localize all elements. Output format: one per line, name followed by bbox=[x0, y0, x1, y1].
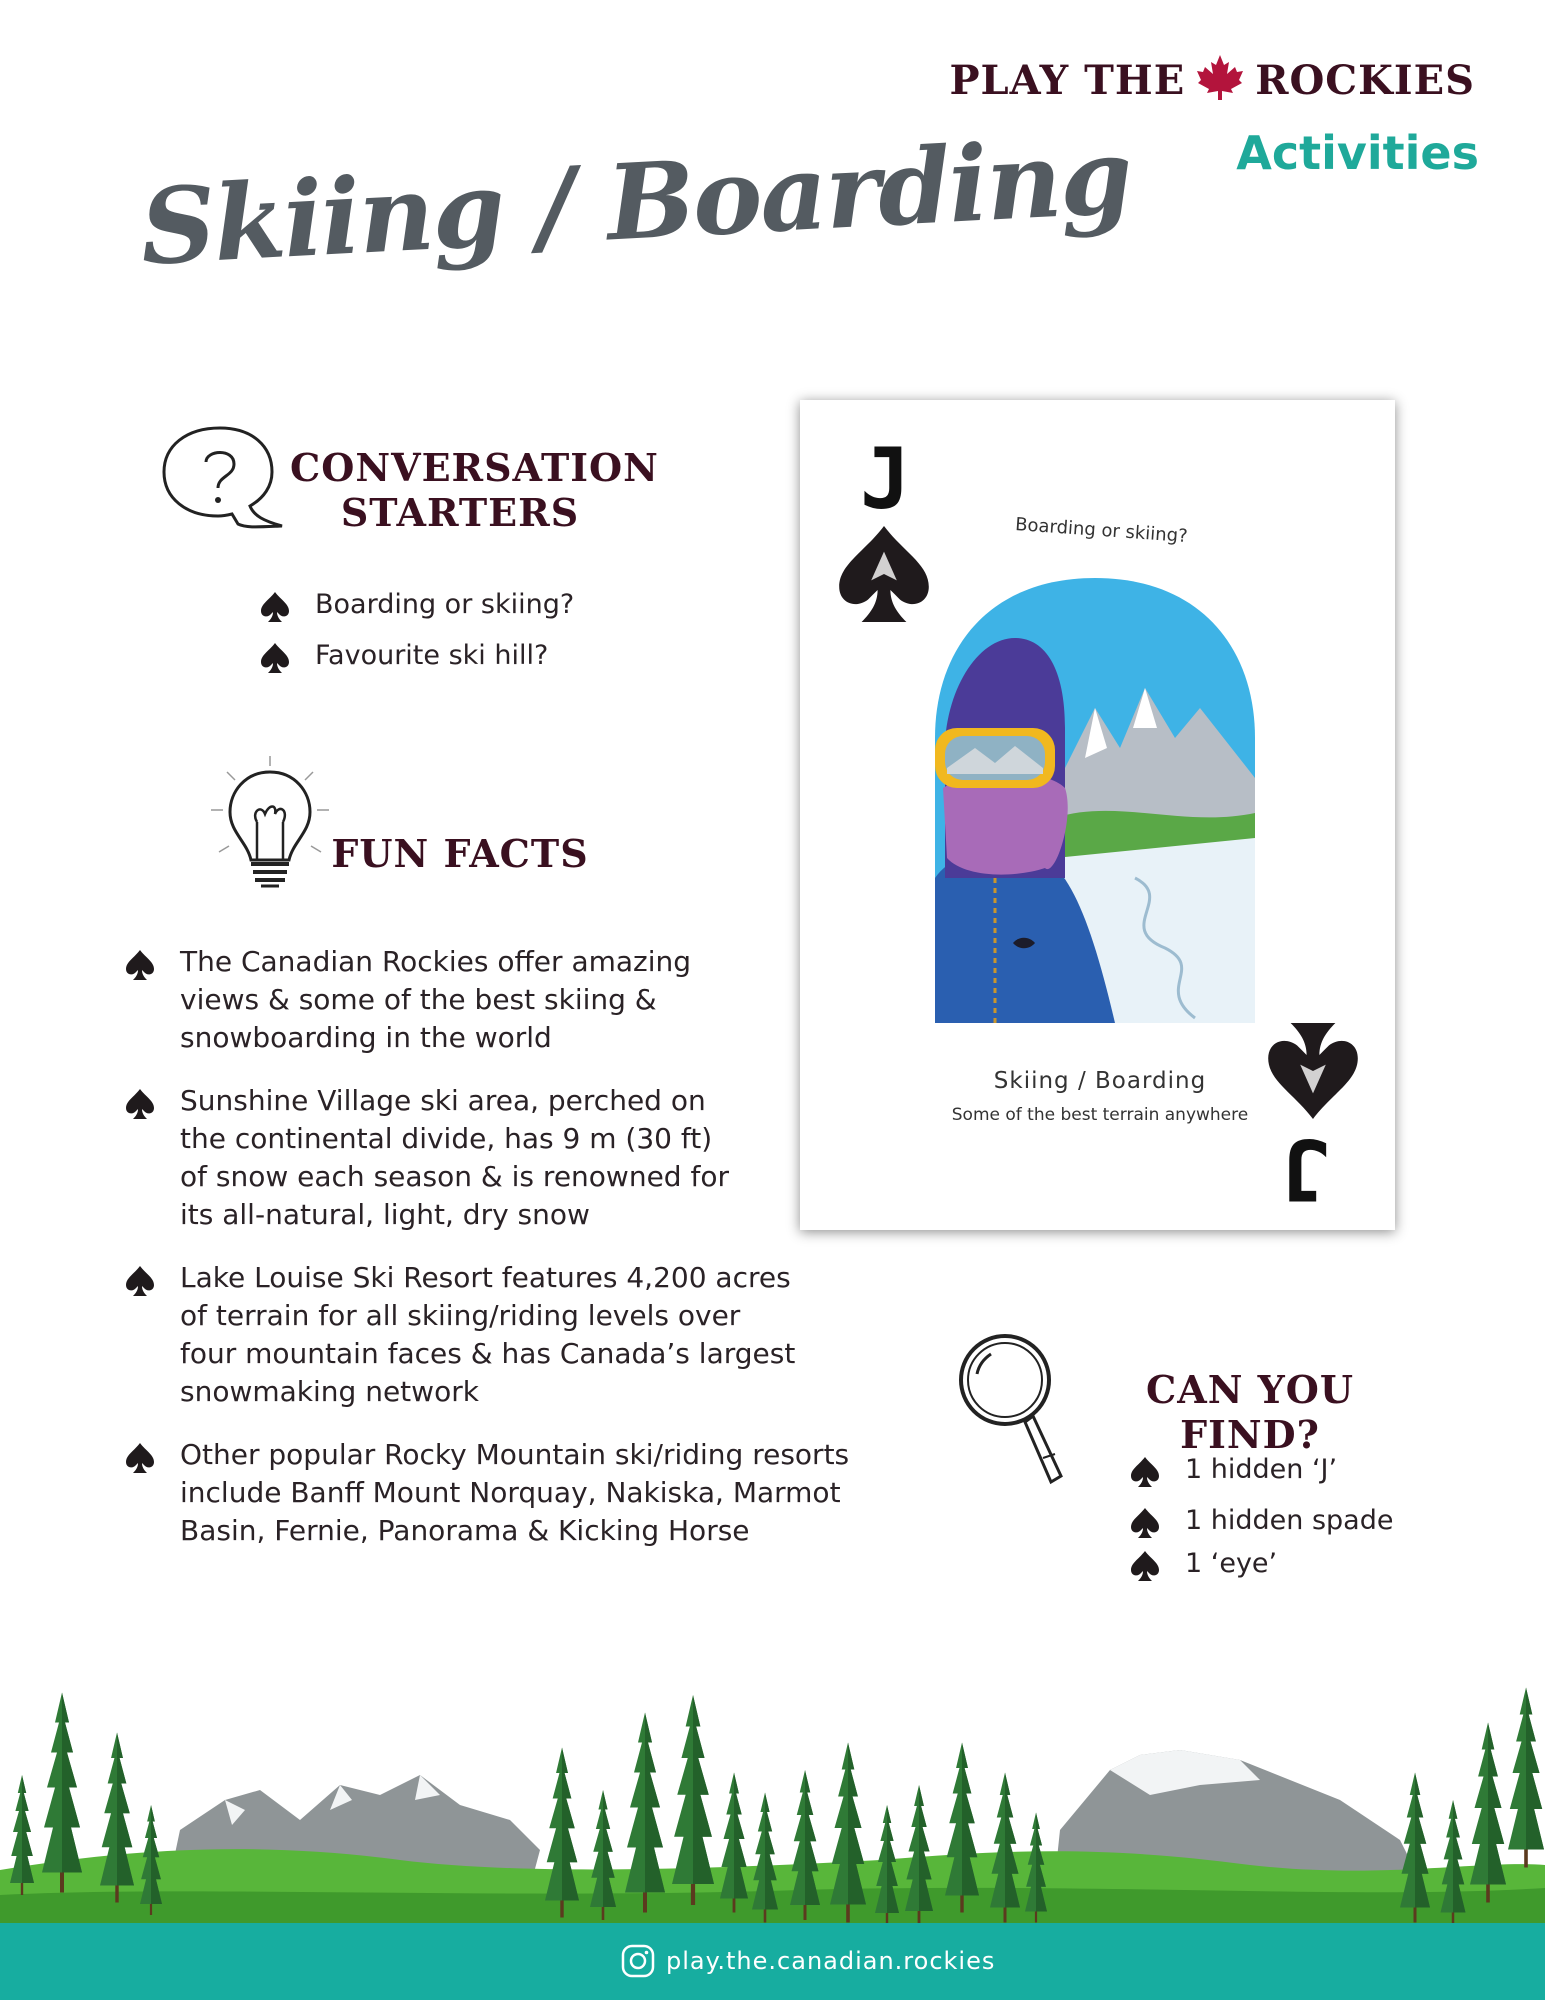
fun-fact-line: The Canadian Rockies offer amazing bbox=[180, 945, 692, 978]
find-item bbox=[1130, 1544, 1490, 1583]
brand-text-right: ROCKIES bbox=[1255, 57, 1475, 104]
spade-bullet-icon bbox=[1130, 1507, 1160, 1539]
page-title: Skiing / Boarding bbox=[137, 114, 1134, 289]
brand-logo bbox=[875, 52, 1475, 104]
spade-bullet-icon bbox=[260, 642, 290, 674]
find-item bbox=[1130, 1501, 1490, 1540]
fun-fact-item bbox=[125, 1436, 905, 1550]
conversation-item bbox=[260, 585, 680, 624]
find-item-text: 1 ‘eye’ bbox=[1185, 1548, 1278, 1580]
find-item-text: 1 hidden ‘J’ bbox=[1185, 1454, 1338, 1485]
footer-bar bbox=[0, 1923, 1545, 2000]
instagram-link[interactable] bbox=[620, 1943, 995, 1979]
fun-fact-line: four mountain faces & has Canada’s largest bbox=[180, 1337, 796, 1370]
lightbulb-icon bbox=[205, 752, 335, 902]
spade-bullet-icon bbox=[1130, 1550, 1160, 1582]
conversation-list bbox=[260, 585, 680, 675]
fun-fact-line: Lake Louise Ski Resort features 4,200 acres bbox=[180, 1261, 791, 1294]
card-subtitle: Some of the best terrain anywhere bbox=[951, 1105, 1249, 1125]
conversation-heading-line1: CONVERSATION bbox=[290, 445, 659, 490]
conversation-heading-line2: STARTERS bbox=[340, 489, 580, 535]
card-rank-bottom: J bbox=[1280, 1120, 1331, 1218]
fun-facts-heading: FUN FACTS bbox=[331, 831, 589, 876]
card-title: Skiing / Boarding bbox=[993, 1068, 1207, 1094]
fun-fact-item bbox=[125, 1082, 905, 1234]
fun-fact-line: its all-natural, light, dry snow bbox=[180, 1198, 590, 1231]
conversation-item-text: Favourite ski hill? bbox=[315, 640, 549, 672]
spade-bullet-icon bbox=[125, 949, 155, 981]
fun-fact-line: snowmaking network bbox=[180, 1375, 479, 1408]
conversation-item-text: Boarding or skiing? bbox=[315, 589, 575, 620]
find-item-text: 1 hidden spade bbox=[1185, 1505, 1394, 1537]
instagram-icon bbox=[620, 1943, 656, 1979]
fun-facts-list bbox=[125, 943, 905, 1575]
can-you-find-heading: CAN YOU FIND? bbox=[1145, 1367, 1355, 1457]
fun-fact-line: Sunshine Village ski area, perched on bbox=[180, 1084, 706, 1117]
spade-bullet-icon bbox=[260, 591, 290, 623]
fun-fact-item bbox=[125, 943, 905, 1057]
find-item bbox=[1130, 1450, 1490, 1489]
card-question: Boarding or skiing? bbox=[1014, 513, 1189, 548]
spade-bullet-icon bbox=[125, 1442, 155, 1474]
card-rank-top: J bbox=[860, 430, 911, 528]
instagram-handle: play.the.canadian.rockies bbox=[666, 1947, 996, 1975]
playing-card bbox=[800, 400, 1395, 1230]
brand-subtitle: Activities bbox=[1236, 126, 1479, 180]
maple-leaf-icon bbox=[1195, 52, 1245, 102]
fun-fact-line: of snow each season & is renowned for bbox=[180, 1160, 729, 1193]
fun-fact-line: snowboarding in the world bbox=[180, 1021, 552, 1054]
speech-bubble-question-icon bbox=[158, 420, 288, 535]
fun-fact-line: the continental divide, has 9 m (30 ft) bbox=[180, 1122, 713, 1155]
card-spade-top-icon bbox=[836, 518, 932, 630]
skier-illustration bbox=[935, 578, 1255, 1023]
fun-fact-line: views & some of the best skiing & bbox=[180, 983, 657, 1016]
fun-fact-line: Other popular Rocky Mountain ski/riding resorts bbox=[180, 1438, 850, 1471]
spade-bullet-icon bbox=[1130, 1456, 1160, 1488]
spade-bullet-icon bbox=[125, 1088, 155, 1120]
fun-fact-item bbox=[125, 1259, 905, 1411]
fun-fact-line: include Banff Mount Norquay, Nakiska, Marmot bbox=[180, 1476, 841, 1509]
fun-fact-line: Basin, Fernie, Panorama & Kicking Horse bbox=[180, 1514, 750, 1547]
can-you-find-list bbox=[1130, 1450, 1490, 1583]
brand-text-left: PLAY THE bbox=[949, 57, 1186, 104]
conversation-heading bbox=[290, 445, 659, 536]
fun-fact-line: of terrain for all skiing/riding levels over bbox=[180, 1299, 741, 1332]
spade-bullet-icon bbox=[125, 1265, 155, 1297]
mountain-forest-landscape bbox=[0, 1620, 1545, 1925]
conversation-item bbox=[260, 636, 680, 675]
magnifying-glass-icon bbox=[955, 1330, 1070, 1490]
